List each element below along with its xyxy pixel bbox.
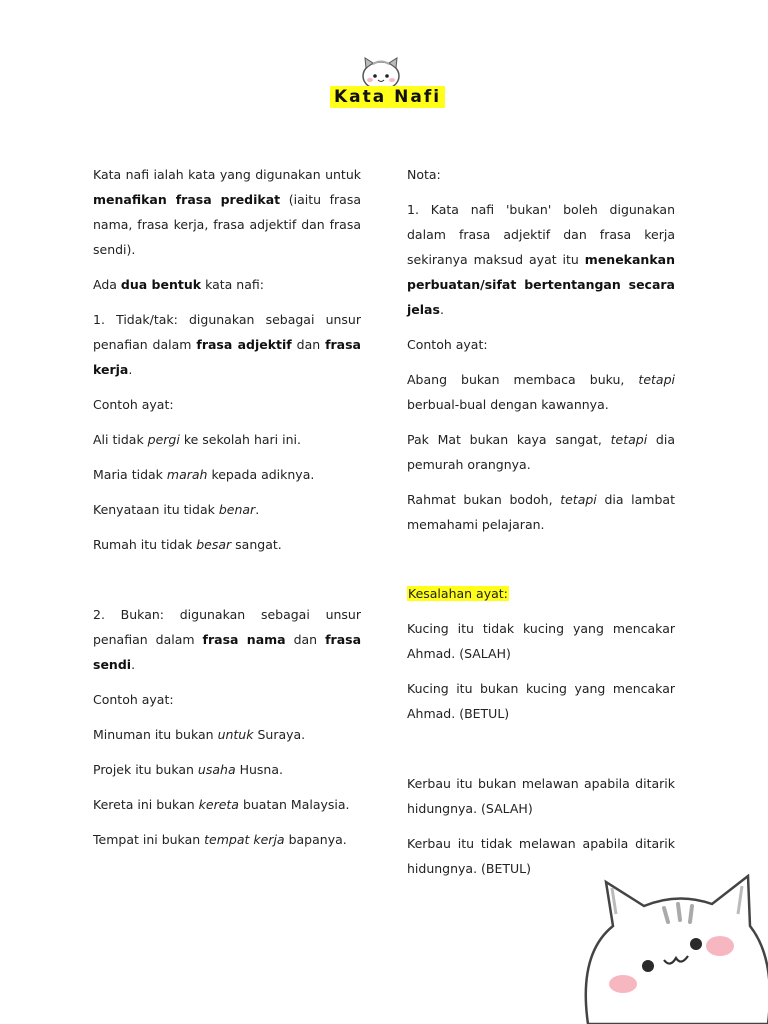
example-sentence: Minuman itu bukan untuk Suraya. (93, 727, 306, 742)
example-sentence: Ali tidak pergi ke sekolah hari ini. (93, 432, 301, 447)
example-heading: Contoh ayat: (407, 337, 488, 352)
note-heading: Nota: (407, 167, 441, 182)
right-column (407, 162, 675, 881)
example-sentence: Abang bukan membaca buku, tetapi berbual-bual dengan kawannya. (407, 372, 675, 412)
example-sentence: Maria tidak marah kepada adiknya. (93, 467, 315, 482)
page-title: Kata Nafi (330, 86, 445, 108)
error-example: Kerbau itu tidak melawan apabila ditarik hidungnya. (BETUL) (407, 836, 675, 876)
error-example: Kerbau itu bukan melawan apabila ditarik hidungnya. (SALAH) (407, 776, 675, 816)
example-sentence: Kereta ini bukan kereta buatan Malaysia. (93, 797, 350, 812)
example-sentence: Pak Mat bukan kaya sangat, tetapi dia pemurah orangnya. (407, 432, 675, 472)
left-column (93, 162, 361, 852)
error-example: Kucing itu tidak kucing yang mencakar Ahmad. (SALAH) (407, 621, 675, 661)
note-paragraph: 1. Kata nafi 'bukan' boleh digunakan dalam frasa adjektif dan frasa kerja sekiranya maksud ayat itu menekankan perbuatan/sifat bertentangan secara jelas. (407, 202, 675, 317)
cat-illustration-icon (578, 874, 768, 1024)
point-tidak: 1. Tidak/tak: digunakan sebagai unsur penafian dalam frasa adjektif dan frasa kerja. (93, 312, 361, 377)
example-heading: Contoh ayat: (93, 692, 174, 707)
example-sentence: Rumah itu tidak besar sangat. (93, 537, 282, 552)
point-bukan: 2. Bukan: digunakan sebagai unsur penafian dalam frasa nama dan frasa sendi. (93, 607, 362, 672)
example-sentence: Rahmat bukan bodoh, tetapi dia lambat memahami pelajaran. (407, 492, 675, 532)
intro-paragraph: Kata nafi ialah kata yang digunakan untuk menafikan frasa predikat (iaitu frasa nama, frasa kerja, frasa adjektif dan frasa sendi). (93, 167, 361, 257)
example-sentence: Tempat ini bukan tempat kerja bapanya. (93, 832, 347, 847)
example-sentence: Projek itu bukan usaha Husna. (93, 762, 283, 777)
error-heading: Kesalahan ayat: (408, 586, 508, 601)
error-example: Kucing itu bukan kucing yang mencakar Ahmad. (BETUL) (407, 681, 675, 721)
example-sentence: Kenyataan itu tidak benar. (93, 502, 260, 517)
forms-paragraph: Ada dua bentuk kata nafi: (93, 277, 264, 292)
example-heading: Contoh ayat: (93, 397, 174, 412)
